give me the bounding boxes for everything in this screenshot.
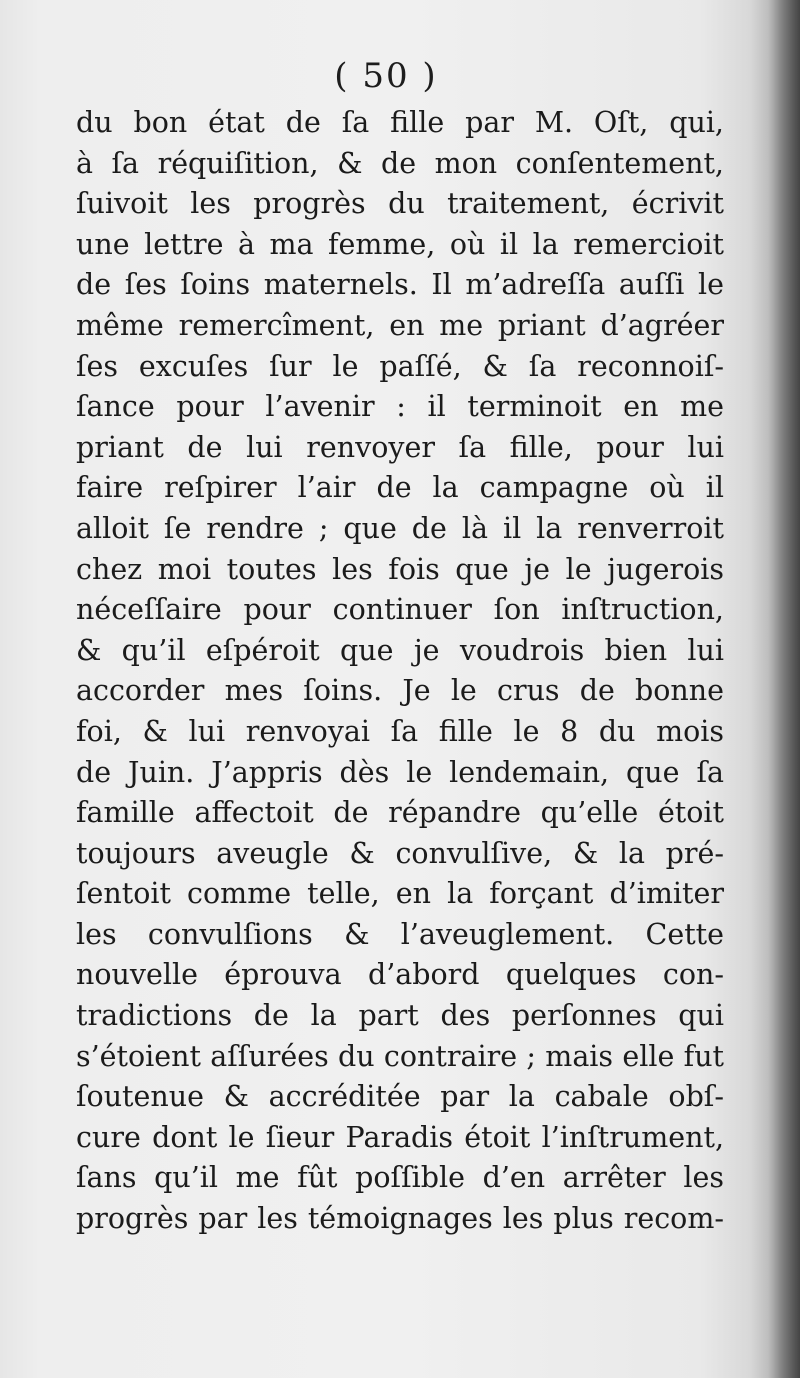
text-line: progrès par les témoignages les plus recom- <box>76 1202 724 1236</box>
text-line: ſes excuſes ſur le paſſé, & ſa reconnoiſ- <box>76 349 724 383</box>
text-line: ſans qu’il me fût poſſible d’en arrêter les <box>76 1161 724 1195</box>
text-line: faire reſpirer l’air de la campagne où il <box>76 471 724 505</box>
text-line: foi, & lui renvoyai ſa fille le 8 du mois <box>76 714 724 748</box>
page-number: ( 50 ) <box>334 56 438 96</box>
text-line: de Juin. J’appris dès le lendemain, que ſa <box>76 755 724 789</box>
body-text <box>76 103 724 1240</box>
text-line: cure dont le ſieur Paradis étoit l’inſtrument, <box>76 1120 724 1154</box>
text-line: famille affectoit de répandre qu’elle étoit <box>76 796 724 830</box>
text-line: priant de lui renvoyer ſa fille, pour lui <box>76 430 724 464</box>
text-line: ſoutenue & accréditée par la cabale obſ- <box>76 1080 724 1114</box>
text-line: s’étoient aſſurées du contraire ; mais elle fut <box>76 1039 724 1073</box>
page-edge-shadow <box>768 0 800 1378</box>
text-line: accorder mes ſoins. Je le crus de bonne <box>76 674 724 708</box>
text-line: de ſes ſoins maternels. Il m’adreſſa auſſi le <box>76 268 724 302</box>
text-line: ſance pour l’avenir : il terminoit en me <box>76 390 724 424</box>
text-line: ſuivoit les progrès du traitement, écrivit <box>76 187 724 221</box>
text-line: néceſſaire pour continuer ſon inſtruction, <box>76 593 724 627</box>
text-line: toujours aveugle & convulſive, & la pré- <box>76 836 724 870</box>
text-line: alloit ſe rendre ; que de là il la renverroit <box>76 511 724 545</box>
text-line: une lettre à ma femme, où il la remercioit <box>76 227 724 261</box>
text-line: même remercîment, en me priant d’agréer <box>76 308 724 342</box>
text-line: chez moi toutes les fois que je le jugerois <box>76 552 724 586</box>
text-line: les convulſions & l’aveuglement. Cette <box>76 917 724 951</box>
text-line: tradictions de la part des perſonnes qui <box>76 999 724 1033</box>
text-line: nouvelle éprouva d’abord quelques con- <box>76 958 724 992</box>
text-line: à ſa réquiſition, & de mon conſentement, <box>76 146 724 180</box>
text-line: du bon état de ſa fille par M. Oſt, qui, <box>76 106 724 139</box>
text-line: ſentoit comme telle, en la forçant d’imiter <box>76 877 724 911</box>
text-line: & qu’il eſpéroit que je voudrois bien lui <box>76 633 724 667</box>
